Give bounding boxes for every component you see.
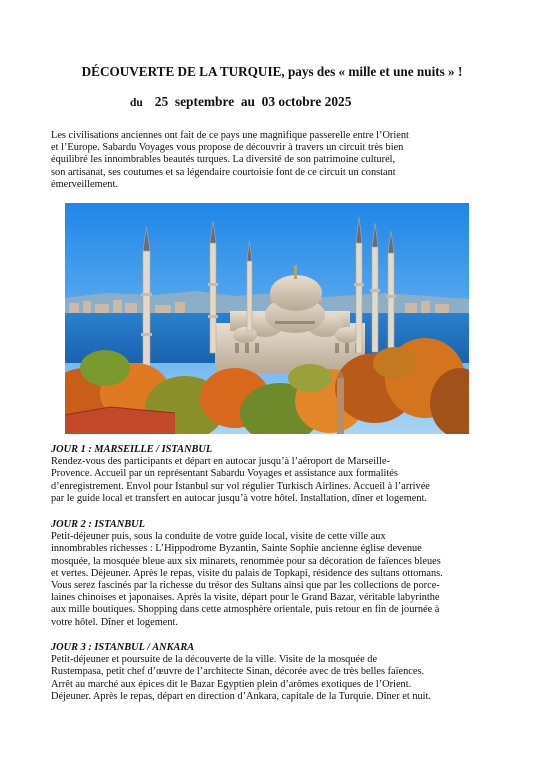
day-line: par le guide local et transfert en autocar jusqu’à votre hôtel. Installation, dîner et logement. — [51, 492, 427, 504]
intro-line: équilibré les innombrables beautés turques. La diversité de son patrimoine culturel, — [51, 154, 396, 166]
day-line: Vous serez fascinés par la richesse du trésor des Sultans ainsi que par les collections de porce- — [51, 580, 440, 592]
day-3-section — [51, 642, 501, 703]
day-line: d’enregistrement. Envol pour Istanbul sur vol régulier Turkisch Airlines. Accueil à l’arrivée — [51, 480, 430, 492]
day-line: votre hôtel. Dîner et logement. — [51, 616, 178, 628]
intro-line: émerveillement. — [51, 178, 118, 190]
day-line: Petit-déjeuner et poursuite de la découverte de la ville. Visite de la mosquée de — [51, 654, 378, 666]
day-line: laines chinoises et japonaises. Après la visite, départ pour le Grand Bazar, véritable labyrinthe — [51, 592, 440, 604]
day-line: Provence. Accueil par un représentant Sabardu Voyages et assistance aux formalités — [51, 468, 398, 480]
day-1-section — [51, 444, 501, 505]
dates-range: 25 septembre au 03 octobre 2025 — [154, 94, 352, 109]
day-heading: JOUR 1 : MARSEILLE / ISTANBUL — [51, 444, 213, 455]
trip-dates — [130, 94, 351, 111]
intro-line: et l’Europe. Sabardu Voyages vous propose de découvrir à travers un circuit très bien — [51, 142, 404, 154]
day-line: Rustempasa, petit chef d’œuvre de l’architecte Sinan, décorée avec de très belles faïences. — [51, 666, 425, 678]
intro-paragraph — [51, 130, 491, 191]
day-line: aux mille boutiques. Shopping dans cette atmosphère orientale, puis retour en fin de journée à — [51, 604, 440, 616]
day-heading: JOUR 3 : ISTANBUL / ANKARA — [51, 642, 195, 653]
day-line: et vertes. Déjeuner. Après le repas, visite du palais de Topkapi, résidence des sultans ottomans. — [51, 567, 443, 579]
day-line: innombrables richesses : L’Hippodrome Byzantin, Sainte Sophie ancienne église devenue — [51, 543, 422, 555]
day-line: mosquée, la mosquée bleue aux six minarets, renommée pour sa décoration de faïences bleues — [51, 555, 441, 567]
day-2-section — [51, 519, 501, 629]
intro-line: Les civilisations anciennes ont fait de ce pays une magnifique passerelle entre l’Orient — [51, 130, 409, 141]
day-line: Rendez-vous des participants et départ en autocar jusqu’à l’aéroport de Marseille- — [51, 456, 390, 468]
blue-mosque-illustration — [65, 203, 469, 434]
dates-prefix: du — [130, 97, 143, 109]
document-title: DÉCOUVERTE DE LA TURQUIE, pays des « mille et une nuits » ! — [81, 64, 463, 79]
day-line: Déjeuner. Après le repas, départ en direction d’Ankara, capitale de la Turquie. Dîner et nuit. — [51, 690, 432, 702]
day-line: Petit-déjeuner puis, sous la conduite de votre guide local, visite de cette ville aux — [51, 531, 386, 543]
day-line: Arrêt au marché aux épices dit le Bazar Egyptien plein d’arômes exotiques de l’Orient. — [51, 678, 412, 690]
blue-mosque-photo — [65, 203, 469, 434]
day-heading: JOUR 2 : ISTANBUL — [51, 519, 145, 530]
intro-line: son artisanat, ses coutumes et sa légendaire courtoisie font de ce circuit un constant — [51, 166, 396, 178]
